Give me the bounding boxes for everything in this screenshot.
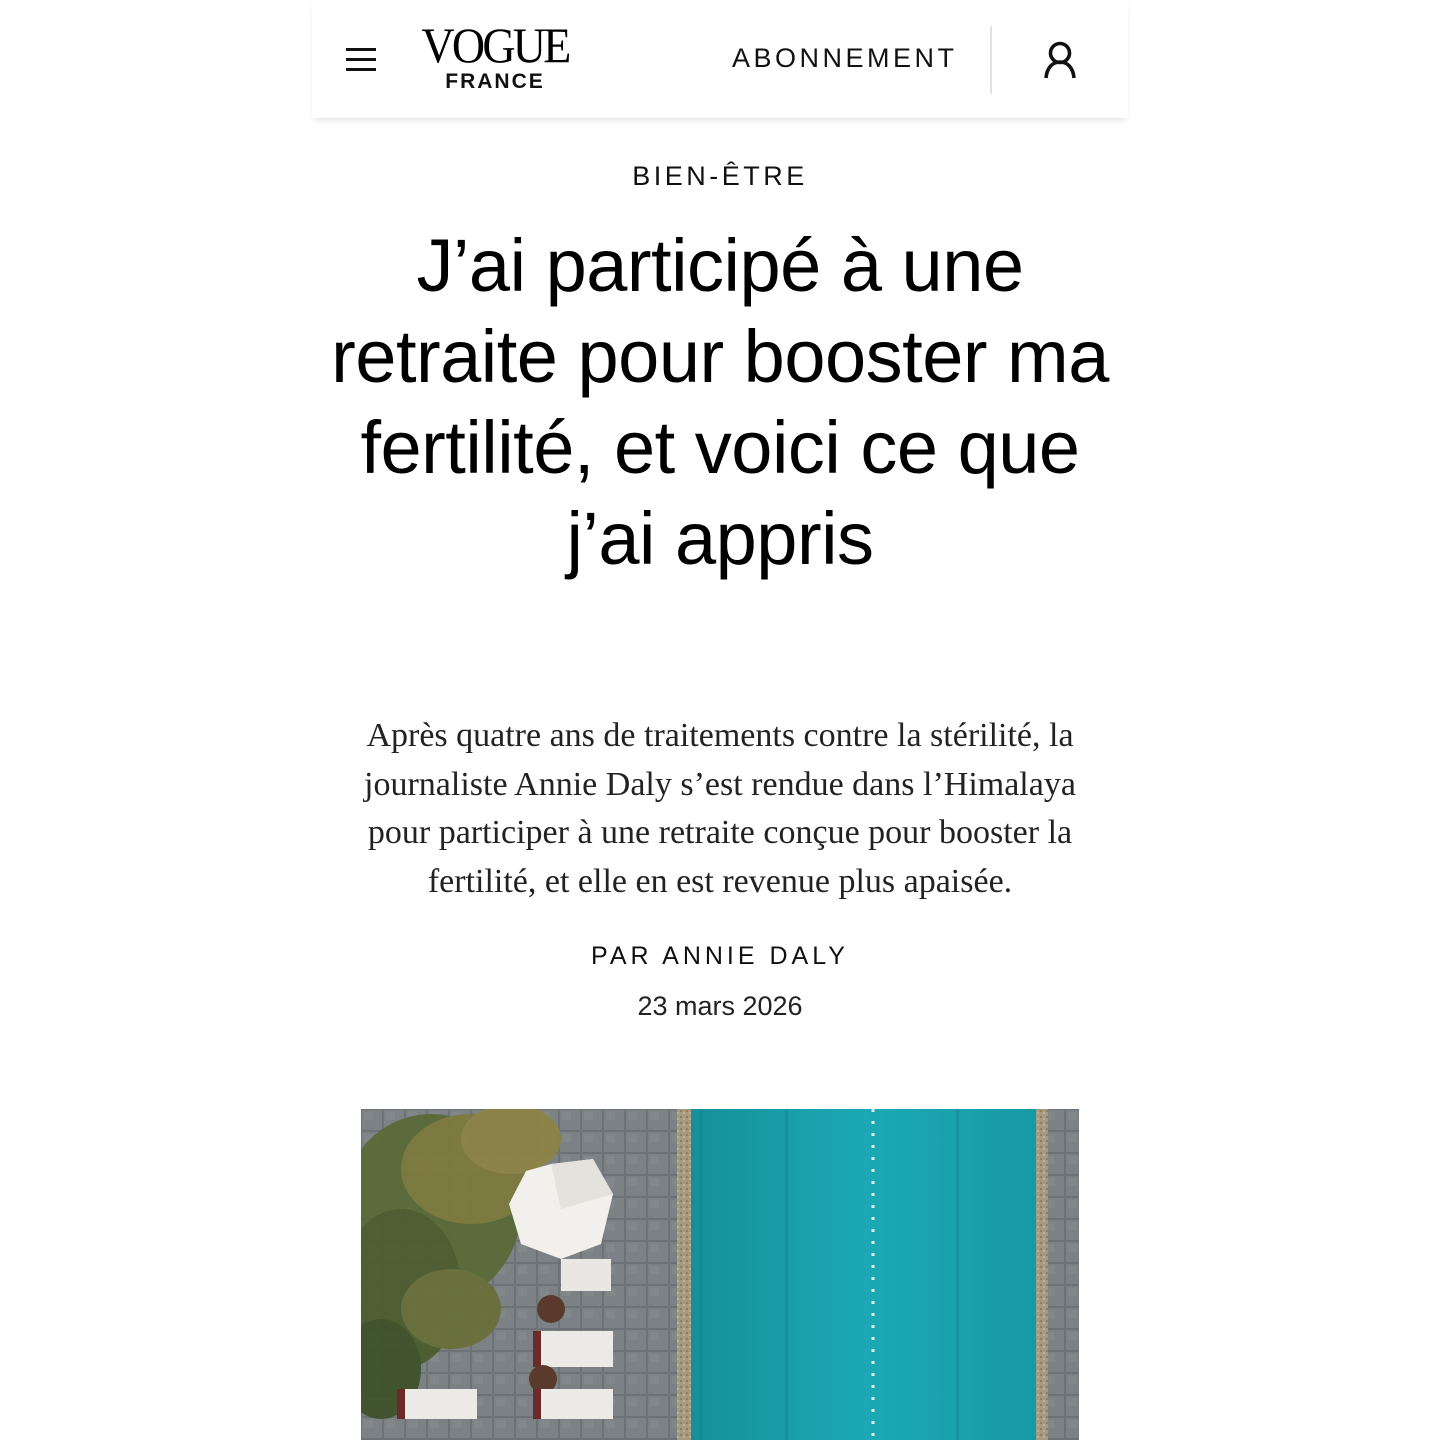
user-account-icon[interactable] bbox=[1042, 40, 1078, 80]
vogue-france-logo[interactable] bbox=[412, 17, 578, 94]
publish-date: 23 mars 2026 bbox=[637, 991, 803, 1021]
header-divider bbox=[990, 26, 992, 94]
site-header bbox=[312, 0, 1128, 118]
article-category[interactable]: BIEN-ÊTRE bbox=[632, 161, 808, 191]
subscribe-link[interactable]: ABONNEMENT bbox=[732, 43, 958, 73]
logo-edition: FRANCE bbox=[445, 70, 545, 93]
article-headline: J’ai participé à une retraite pour booster ma fertilité, et voici ce que j’ai appris bbox=[331, 224, 1109, 580]
hero-image bbox=[361, 1109, 1079, 1440]
article-dek: Après quatre ans de traitements contre la stérilité, la journaliste Annie Daly s’est rendue dans l’Himalaya pour participer à une retraite conçue pour booster la fertilité, et elle en est revenue plus apaisée. bbox=[364, 717, 1076, 900]
article-byline[interactable]: PAR ANNIE DALY bbox=[591, 942, 849, 970]
logo-wordmark: VOGUE bbox=[421, 17, 569, 73]
hamburger-menu-icon[interactable] bbox=[346, 46, 376, 72]
